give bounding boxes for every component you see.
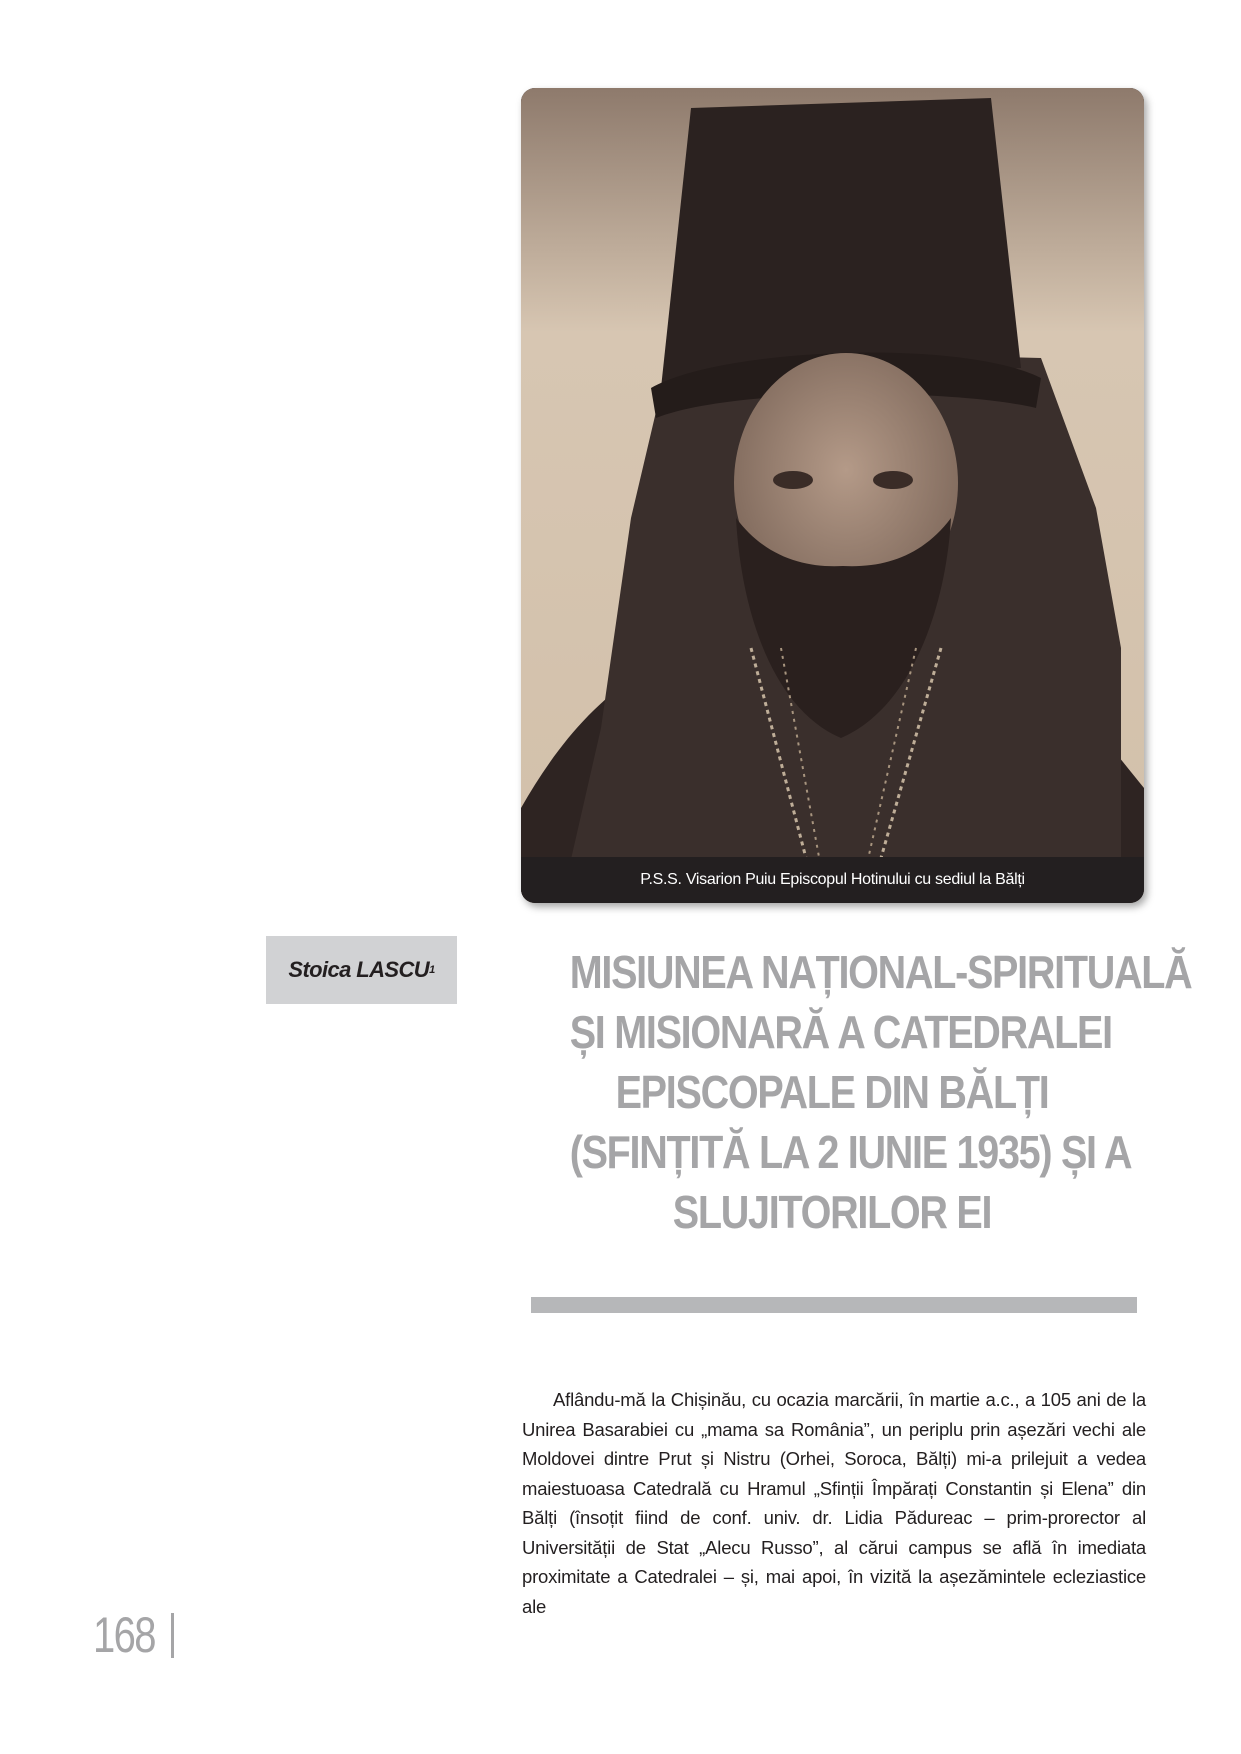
portrait-photo	[521, 88, 1144, 903]
page-number: 168	[93, 1607, 155, 1663]
title-line-3: EPISCOPALE DIN BĂLȚI	[615, 1066, 1049, 1118]
article-title	[569, 942, 1192, 1242]
title-divider	[531, 1297, 1137, 1313]
photo-caption: P.S.S. Visarion Puiu Episcopul Hotinului cu sediul la Bălți	[521, 857, 1144, 903]
author-box	[266, 936, 457, 1004]
page-number-separator	[171, 1613, 174, 1658]
title-line-1: MISIUNEA NAȚIONAL-SPIRITUALĂ	[569, 946, 1192, 998]
title-line-4: (SFINȚITĂ LA 2 IUNIE 1935) ȘI A	[569, 1126, 1132, 1178]
author-name: Stoica LASCU	[288, 957, 430, 982]
portrait-photo-frame	[521, 88, 1144, 903]
author-footnote-mark[interactable]: 1	[429, 964, 435, 976]
title-line-2: ȘI MISIONARĂ A CATEDRALEI	[569, 1006, 1112, 1058]
article-body	[522, 1385, 1146, 1621]
body-paragraph: Aflându-mă la Chișinău, cu ocazia marcării, în martie a.c., a 105 ani de la Unirea Basarabiei cu „mama sa România”, un periplu prin așezări vechi ale Moldovei dintre Prut și Nistru (Orhei, Soroca, Bălți) mi-a prilejuit a vedea maiestuoasa Catedrală cu Hramul „Sfinții Împărați Constantin și Elena” din Bălți (însoțit fiind de conf. univ. dr. Lidia Pădureac – prim-prorector al Universității de Stat „Alecu Russo”, al cărui campus se află în imediata proximitate a Catedralei – și, mai apoi, în vizită la așezămintele ecleziastice ale	[522, 1389, 1146, 1617]
title-line-5: SLUJITORILOR EI	[672, 1186, 992, 1238]
